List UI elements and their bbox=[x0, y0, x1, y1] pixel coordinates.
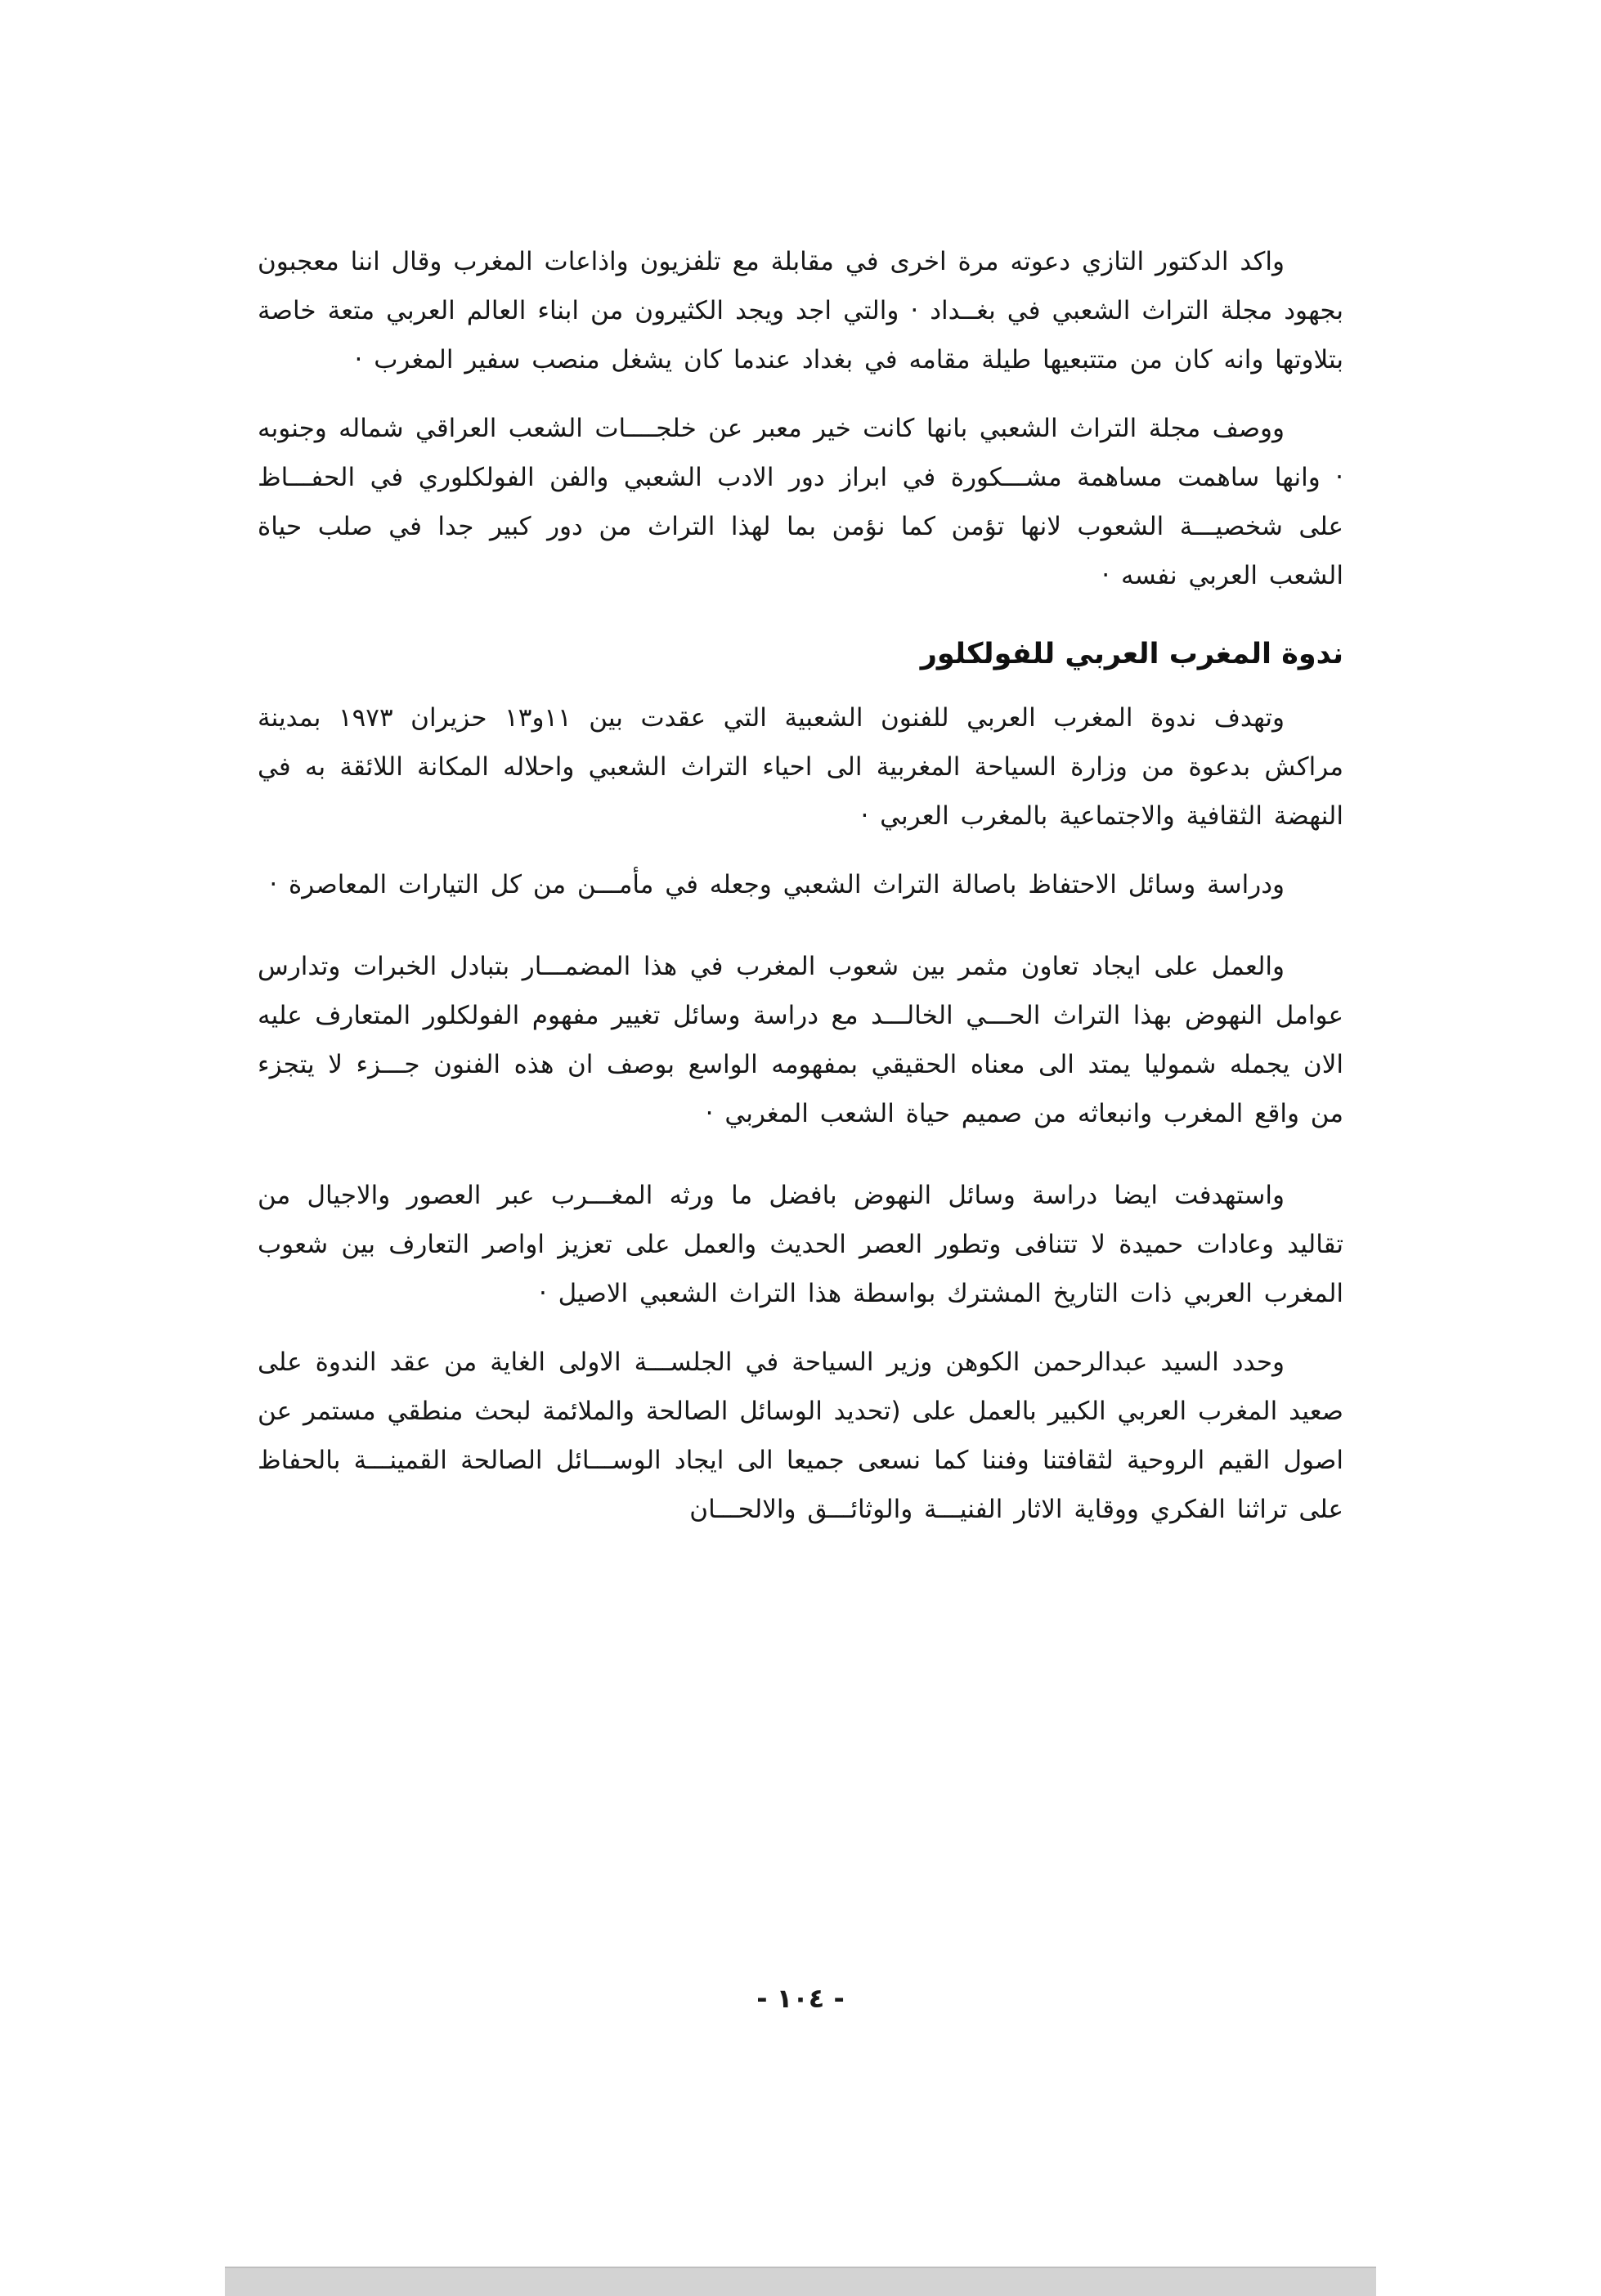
scan-edge-artifact bbox=[225, 2267, 1376, 2296]
paragraph-7: وحدد السيد عبدالرحمن الكوهن وزير السياحة في الجلســـة الاولى الغاية من عقد الندوة على صعيد المغرب العربي الكبير بالعمل على (تحديد الوسائل الصالحة والملائمة لبحث منطقي مستمر عن اصول القيم الروحية لثقافتنا وفننا كما نسعى جميعا الى ايجاد الوســـائل الصالحة القمينـــة بالحفاظ على تراثنا الفكري ووقاية الاثار الفنيـــة والوثائـــق والالحـــان bbox=[258, 1348, 1343, 1524]
section-heading: ندوة المغرب العربي للفولكلور bbox=[920, 638, 1343, 670]
page-number: - ١٠٤ - bbox=[756, 1983, 845, 2014]
paragraph-1: واكد الدكتور التازي دعوته مرة اخرى في مقابلة مع تلفزيون واذاعات المغرب وقال اننا معجبون بجهود مجلة التراث الشعبي في بغــداد · والتي اجد ويجد الكثيرون من ابناء العالم العربي متعة خاصة بتلاوتها وانه كان من متتبعيها طيلة مقامه في بغداد عندما كان يشغل منصب سفير المغرب · bbox=[258, 247, 1343, 374]
text-column bbox=[258, 237, 1343, 1554]
paragraph-4: ودراسة وسائل الاحتفاظ باصالة التراث الشعبي وجعله في مأمـــن من كل التيارات المعاصرة · bbox=[269, 870, 1285, 899]
paragraph-2: ووصف مجلة التراث الشعبي بانها كانت خير معبر عن خلجــــات الشعب العراقي شماله وجنوبه · وانها ساهمت مساهمة مشـــكورة في ابراز دور الادب الشعبي والفن الفولكلوري في الحفـــاظ على شخصيـــة الشعوب لانها تؤمن كما نؤمن بما لهذا التراث من دور كبير جدا في صلب حياة الشعب العربي نفسه · bbox=[258, 414, 1343, 590]
paragraph-3: وتهدف ندوة المغرب العربي للفنون الشعبية التي عقدت بين ١١و١٣ حزيران ١٩٧٣ بمدينة مراكش بدعوة من وزارة السياحة المغربية الى احياء التراث الشعبي واحلاله المكانة اللائقة به في النهضة الثقافية والاجتماعية بالمغرب العربي · bbox=[258, 703, 1343, 831]
paragraph-5: والعمل على ايجاد تعاون مثمر بين شعوب المغرب في هذا المضمـــار بتبادل الخبرات وتدارس عوامل النهوض بهذا التراث الحـــي الخالـــد مع دراسة وسائل تغيير مفهوم الفولكلور المتعارف عليه الان يجمله شموليا يمتد الى معناه الحقيقي بمفهومه الواسع بوصف ان هذه الفنون جـــزء لا يتجزء من واقع المغرب وانبعاثه من صميم حياة الشعب المغربي · bbox=[258, 952, 1343, 1128]
paragraph-6: واستهدفت ايضا دراسة وسائل النهوض بافضل ما ورثه المغـــرب عبر العصور والاجيال من تقاليد وعادات حميدة لا تتنافى وتطور العصر الحديث والعمل على تعزيز اواصر التعارف بين شعوب المغرب العربي ذات التاريخ المشترك بواسطة هذا التراث الشعبي الاصيل · bbox=[258, 1181, 1343, 1308]
